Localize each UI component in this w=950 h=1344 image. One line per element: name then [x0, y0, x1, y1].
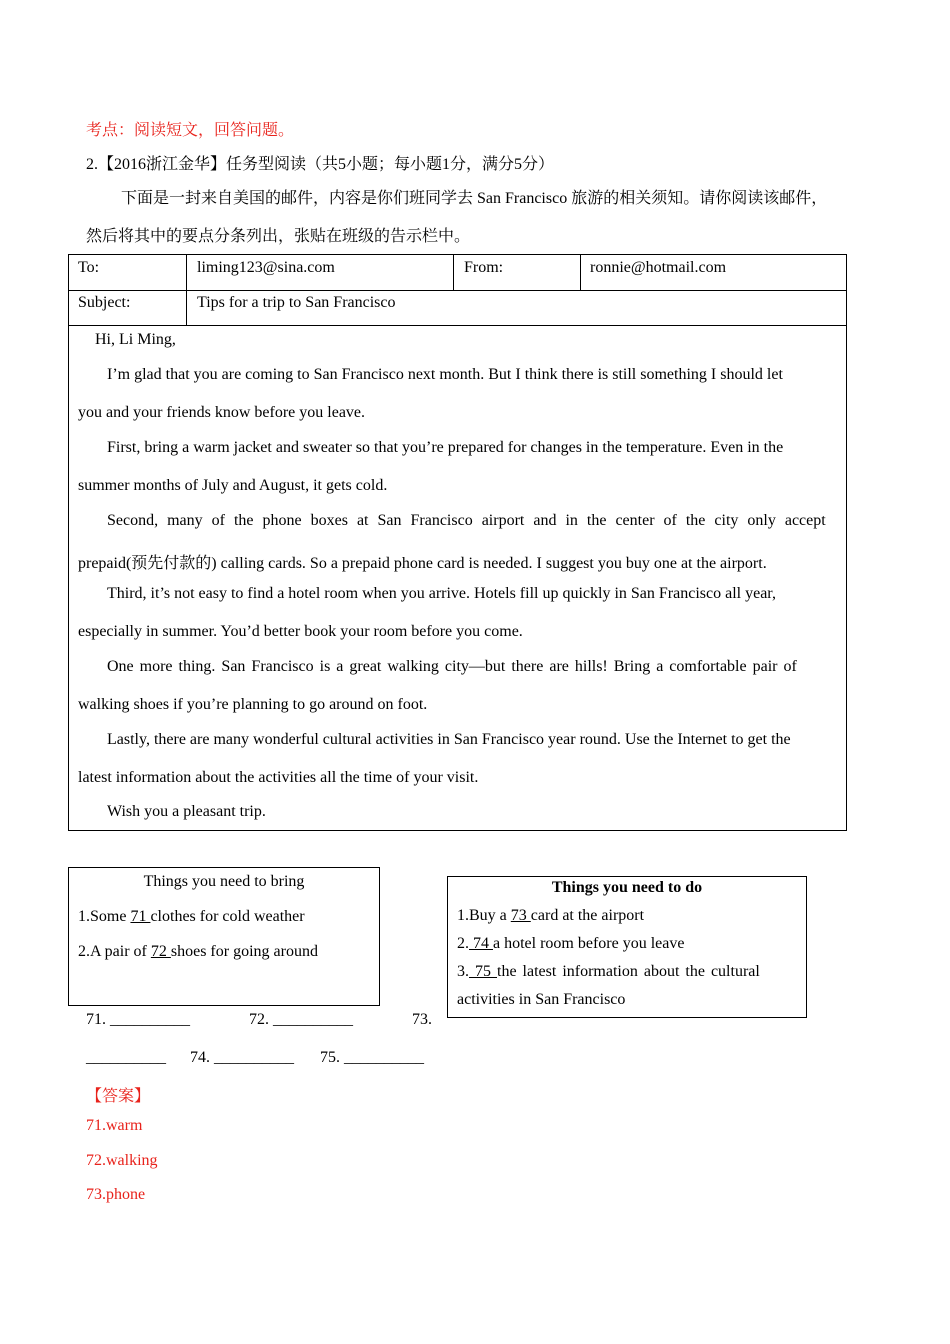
email-line: One more thing. San Francisco is a great walking city—but there are hills! Bring a comfortable pair of [107, 658, 797, 675]
email-line: Third, it’s not easy to find a hotel room when you arrive. Hotels fill up quickly in San Francisco all year, [107, 585, 776, 602]
do-item-3: 3. 75 the latest information about the cultural [457, 963, 760, 980]
bring-box [68, 867, 380, 1006]
answer-71: 71.warm [86, 1117, 143, 1134]
email-line: especially in summer. You’d better book your room before you come. [78, 623, 523, 640]
blank-73: 73 [510, 907, 531, 924]
from-value: ronnie@hotmail.com [590, 259, 727, 276]
email-greeting: Hi, Li Ming, [95, 331, 176, 348]
bring-item-1: 1.Some 71 clothes for cold weather [78, 908, 305, 925]
email-line: latest information about the activities all the time of your visit. [78, 769, 479, 786]
intro-line-1: 下面是一封来自美国的邮件，内容是你们班同学去 San Francisco 旅游的相关须知。请你阅读该邮件， [121, 190, 828, 207]
to-value: liming123@sina.com [197, 259, 335, 276]
to-label: To: [78, 259, 100, 276]
email-line: Lastly, there are many wonderful cultural activities in San Francisco year round. Use the Internet to get the [107, 731, 791, 748]
email-line: Wish you a pleasant trip. [107, 803, 266, 820]
answer-line-73: 73. [412, 1011, 432, 1028]
email-line: prepaid(预先付款的) calling cards. So a prepaid phone card is needed. I suggest you buy one at the airport. [78, 555, 767, 572]
bring-box-title: Things you need to bring [143, 873, 305, 890]
do-box [447, 876, 807, 1018]
from-label: From: [464, 259, 504, 276]
email-line: Second, many of the phone boxes at San Francisco airport and in the center of the city only accept [107, 512, 826, 529]
do-item-1: 1.Buy a 73 card at the airport [457, 907, 645, 924]
do-box-title: Things you need to do [551, 879, 703, 896]
answer-line-72: 72. __________ [249, 1011, 353, 1028]
answer-73: 73.phone [86, 1186, 146, 1203]
bring-item-2: 2.A pair of 72 shoes for going around [78, 943, 318, 960]
answer-line-71: 71. __________ [86, 1011, 190, 1028]
do-item-2: 2. 74 a hotel room before you leave [457, 935, 685, 952]
email-line: summer months of July and August, it gets cold. [78, 477, 388, 494]
kaodian: 考点：阅读短文，回答问题。 [86, 122, 295, 139]
subject-value: Tips for a trip to San Francisco [197, 294, 396, 311]
do-item-3-line-2: activities in San Francisco [457, 991, 626, 1008]
email-line: you and your friends know before you leave. [78, 404, 366, 421]
answer-72: 72.walking [86, 1152, 158, 1169]
question-title: 2.【2016浙江金华】任务型阅读（共5小题；每小题1分，满分5分） [86, 156, 555, 173]
email-line: First, bring a warm jacket and sweater so that you’re prepared for changes in the temperature. Even in the [107, 439, 784, 456]
blank-75: 75 [469, 963, 497, 980]
blank-71: 71 [130, 908, 151, 925]
answer-line-75: 75. __________ [320, 1049, 424, 1066]
answer-heading: 【答案】 [86, 1088, 151, 1105]
email-table [68, 254, 847, 831]
subject-label: Subject: [78, 294, 131, 311]
answer-line-73-blank: __________ [86, 1049, 166, 1066]
intro-line-2: 然后将其中的要点分条列出，张贴在班级的告示栏中。 [86, 228, 471, 245]
answer-line-74: 74. __________ [190, 1049, 294, 1066]
blank-72: 72 [150, 943, 171, 960]
email-line: walking shoes if you’re planning to go around on foot. [78, 696, 428, 713]
email-line: I’m glad that you are coming to San Francisco next month. But I think there is still something I should let [107, 366, 783, 383]
blank-74: 74 [469, 935, 493, 952]
